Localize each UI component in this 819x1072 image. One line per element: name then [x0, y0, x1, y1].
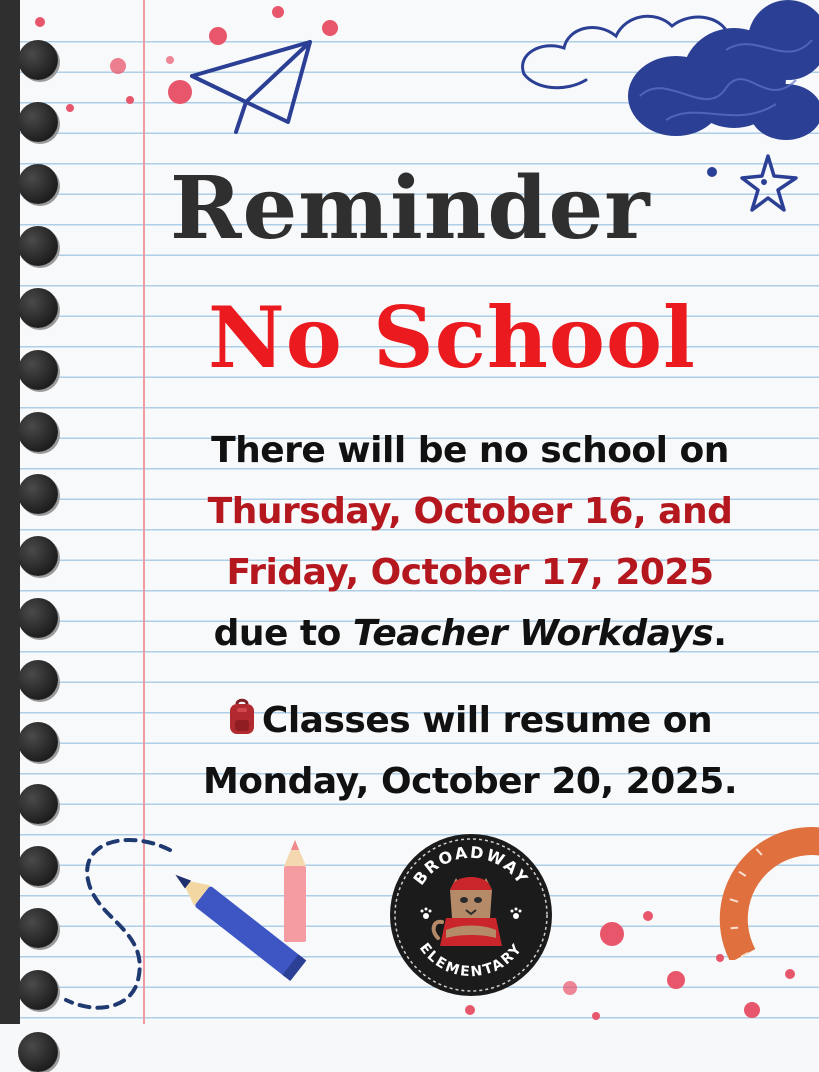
svg-text:ELEMENTARY — [416, 940, 526, 980]
message-line-1: There will be no school on — [211, 430, 729, 471]
cloud-doodle-icon — [516, 0, 819, 150]
logo-bottom-text: ELEMENTARY — [416, 940, 526, 981]
backpack-icon — [228, 694, 256, 732]
wildcat-mascot-icon — [434, 877, 502, 946]
resume-message — [150, 690, 790, 812]
paper-airplane-icon — [188, 36, 318, 140]
pink-pencil-icon — [280, 836, 310, 946]
protractor-icon — [700, 800, 819, 960]
dot-doodle-icon — [706, 166, 718, 178]
message-line-4 — [150, 603, 790, 664]
resume-text-1: Classes will resume on — [261, 700, 713, 741]
spiral-ring — [18, 1032, 58, 1072]
reminder-heading: Reminder — [170, 158, 651, 259]
resume-date: Monday, October 20, 2025. — [202, 761, 738, 802]
reason-prefix: due to — [213, 613, 353, 654]
school-logo-badge — [390, 834, 552, 996]
closure-date-thursday: Thursday, October 16, and — [207, 491, 733, 532]
no-school-heading: No School — [208, 288, 696, 387]
logo-top-text: BROADWAY — [409, 842, 533, 889]
school-logo — [390, 834, 552, 996]
resume-line-1 — [150, 690, 790, 751]
reason-teacher-workdays: Teacher Workdays — [352, 613, 714, 654]
closure-date-friday: Friday, October 17, 2025 — [226, 552, 714, 593]
reason-suffix: . — [713, 613, 727, 654]
closure-message — [150, 420, 790, 664]
star-doodle-icon — [738, 152, 800, 214]
